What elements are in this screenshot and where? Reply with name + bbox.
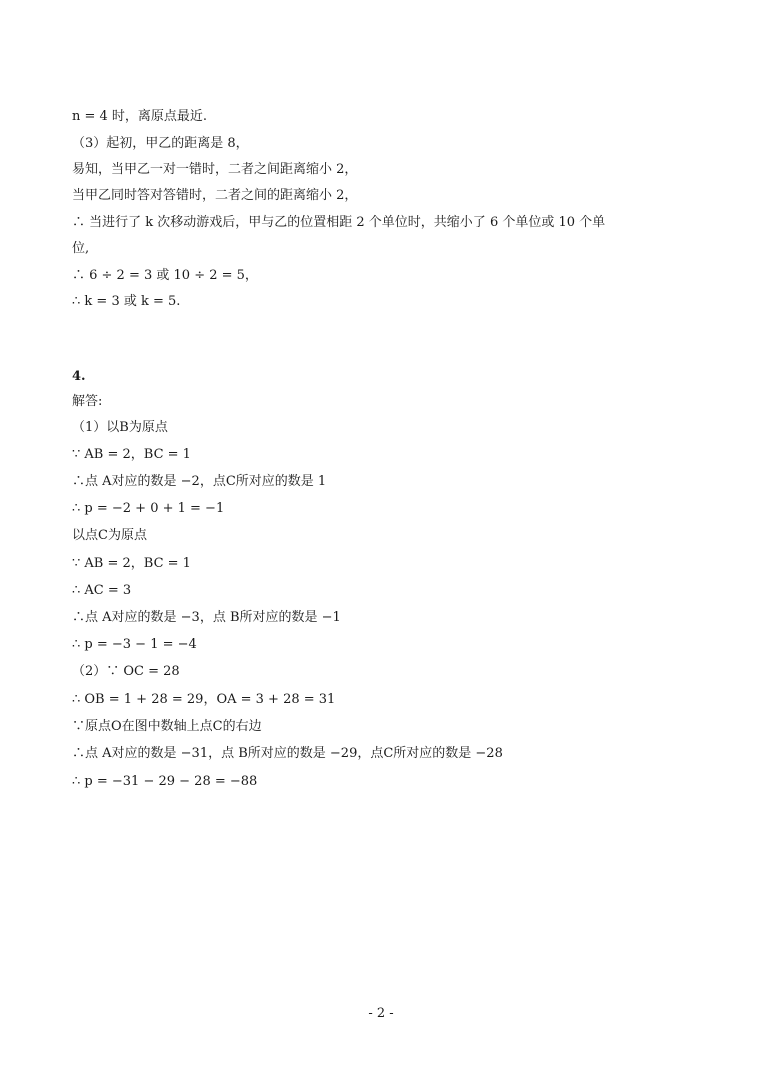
s4-line-6: ∵ AB = 2，BC = 1 <box>72 556 191 571</box>
s4-line-2: ∵ AB = 2，BC = 1 <box>72 447 191 462</box>
s4-line-1: （1）以B为原点 <box>72 420 168 435</box>
s4-line-7: ∴ AC = 3 <box>72 583 132 598</box>
s3-line-8: ∴ k = 3 或 k = 5. <box>72 294 181 309</box>
answer-label: 解答: <box>72 394 103 409</box>
page-number: - 2 - <box>368 1006 394 1021</box>
s3-line-6: 位, <box>72 241 90 256</box>
s4-line-3: ∴点 A对应的数是 −2，点C所对应的数是 1 <box>72 474 327 489</box>
s3-line-4: 当甲乙同时答对答错时，二者之间的距离缩小 2， <box>72 188 358 203</box>
s4-line-12: ∵原点O在图中数轴上点C的右边 <box>72 719 262 734</box>
question-number: 4. <box>72 369 86 384</box>
s4-line-8: ∴点 A对应的数是 −3，点 B所对应的数是 −1 <box>72 610 341 625</box>
s4-line-5: 以点C为原点 <box>72 528 147 543</box>
s4-line-11: ∴ OB = 1 + 28 = 29，OA = 3 + 28 = 31 <box>72 692 336 707</box>
s4-line-4: ∴ p = −2 + 0 + 1 = −1 <box>72 501 225 516</box>
s3-line-1: n = 4 时，离原点最近. <box>72 109 208 124</box>
s3-line-3: 易知，当甲乙一对一错时，二者之间距离缩小 2， <box>72 162 358 177</box>
s3-line-7: ∴ 6 ÷ 2 = 3 或 10 ÷ 2 = 5， <box>72 268 258 283</box>
s4-line-9: ∴ p = −3 − 1 = −4 <box>72 637 197 652</box>
s4-line-13: ∴点 A对应的数是 −31，点 B所对应的数是 −29，点C所对应的数是 −28 <box>72 746 503 761</box>
s4-line-14: ∴ p = −31 − 29 − 28 = −88 <box>72 774 258 789</box>
s3-line-5: ∴ 当进行了 k 次移动游戏后，甲与乙的位置相距 2 个单位时，共缩小了 6 个单位或 10 个单 <box>72 215 606 230</box>
s4-line-10: （2）∵ OC = 28 <box>72 664 180 679</box>
s3-line-2: （3）起初，甲乙的距离是 8， <box>72 136 249 151</box>
